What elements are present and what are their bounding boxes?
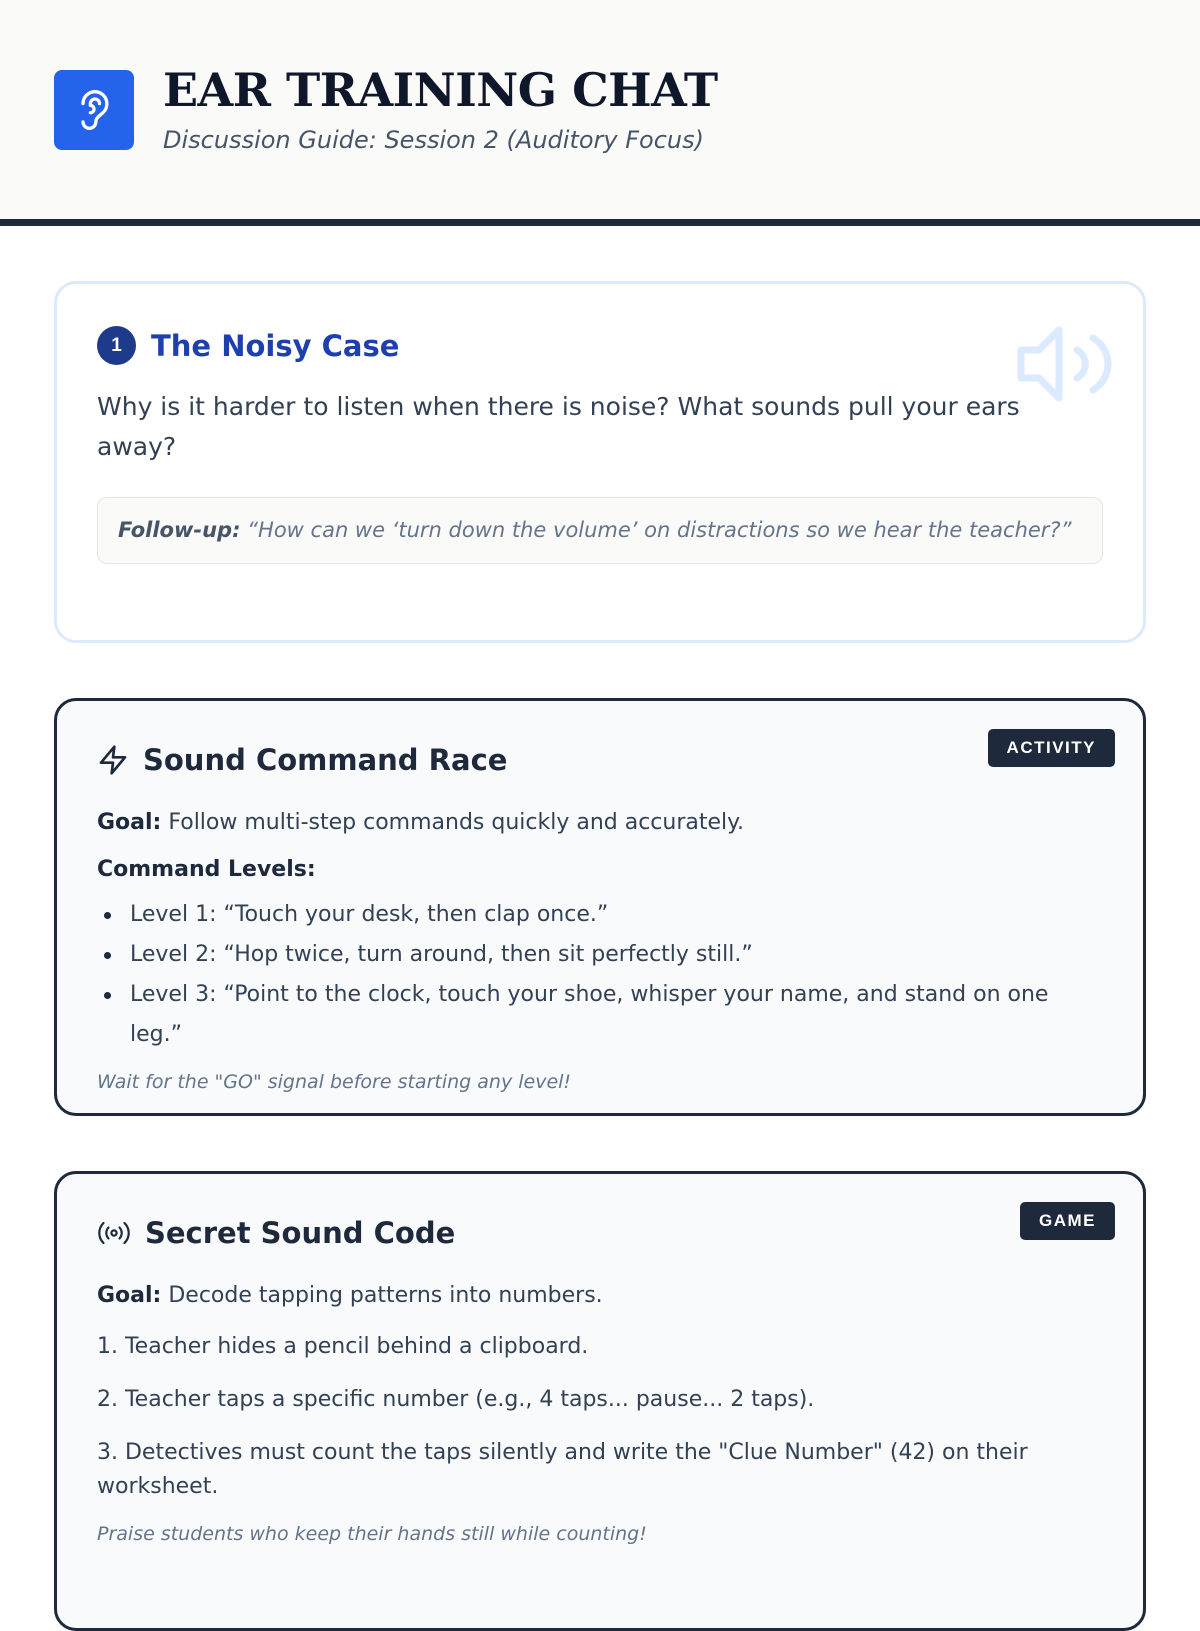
activity-goal xyxy=(97,810,1101,835)
lightning-icon xyxy=(97,744,129,776)
game-note: Praise students who keep their hands still while counting! xyxy=(97,1523,647,1545)
secret-sound-code-card xyxy=(54,1171,1146,1631)
sound-command-race-card xyxy=(54,698,1146,1116)
title-block xyxy=(163,65,718,154)
activity-title: Sound Command Race xyxy=(143,743,508,777)
page-subtitle: Discussion Guide: Session 2 (Auditory Focus) xyxy=(163,125,704,154)
game-goal xyxy=(97,1283,1101,1308)
discussion-title: The Noisy Case xyxy=(151,328,400,363)
list-item: 1. Teacher hides a pencil behind a clipboard. xyxy=(97,1334,589,1359)
list-item: 2. Teacher taps a specific number (e.g., 4 taps... pause... 2 taps). xyxy=(97,1387,815,1412)
game-tag: GAME xyxy=(1020,1202,1115,1240)
list-item: Level 3: “Point to the clock, touch your shoe, whisper your name, and stand on one leg.” xyxy=(97,975,1101,1055)
followup-text: “How can we ‘turn down the volume’ on distractions so we hear the teacher?” xyxy=(247,518,1072,542)
question-number-badge: 1 xyxy=(97,326,136,365)
goal-text: Follow multi-step commands quickly and accurately. xyxy=(168,810,745,835)
list-item: Level 1: “Touch your desk, then clap once.” xyxy=(97,895,1101,935)
game-title: Secret Sound Code xyxy=(145,1216,456,1250)
page-header xyxy=(0,0,1200,226)
goal-label: Goal: xyxy=(97,810,162,835)
followup-label: Follow-up: xyxy=(118,518,241,542)
activity-tag: ACTIVITY xyxy=(988,729,1115,767)
speaker-icon xyxy=(1013,324,1113,409)
command-levels-heading: Command Levels: xyxy=(97,857,316,882)
discussion-header xyxy=(97,326,1103,365)
broadcast-icon xyxy=(97,1219,131,1247)
activity-note: Wait for the "GO" signal before starting any level! xyxy=(97,1071,572,1093)
discussion-card xyxy=(54,281,1146,643)
page-title: EAR TRAINING CHAT xyxy=(163,63,718,118)
command-levels-list xyxy=(97,895,1101,1055)
list-item: 3. Detectives must count the taps silently and write the "Clue Number" (42) on their worksheet. xyxy=(97,1440,1028,1499)
goal-label: Goal: xyxy=(97,1283,162,1308)
game-steps xyxy=(97,1330,1101,1504)
ear-icon xyxy=(54,70,134,150)
discussion-question: Why is it harder to listen when there is noise? What sounds pull your ears away? xyxy=(97,392,1020,461)
list-item: Level 2: “Hop twice, turn around, then sit perfectly still.” xyxy=(97,935,1101,975)
activity-header xyxy=(97,743,1101,777)
followup-box xyxy=(97,497,1103,564)
game-header xyxy=(97,1216,1101,1250)
goal-text: Decode tapping patterns into numbers. xyxy=(168,1283,603,1308)
